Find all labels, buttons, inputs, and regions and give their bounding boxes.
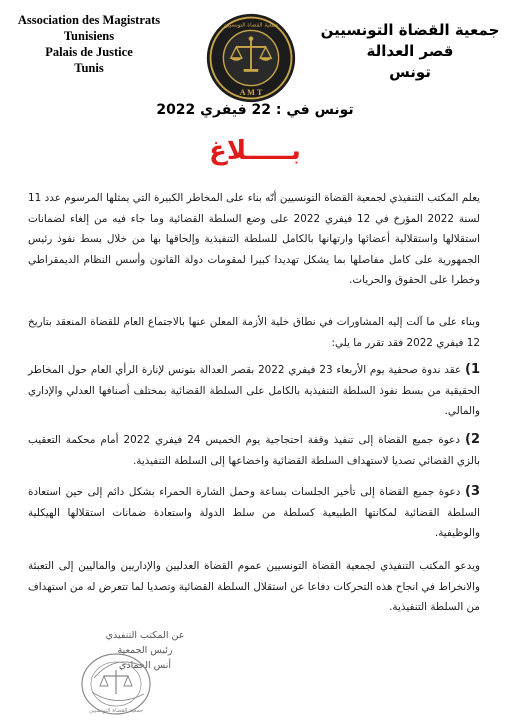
decision-item-1: [28, 360, 480, 422]
decision-text: عقد ندوة صحفية يوم الأربعاء 23 فيفري 2022 بقصر العدالة بتونس لإنارة الرأي العام حول المخاطر الحقيقية من بسط نفوذ السلطة التنفيذية بالكامل على السلطة القضائية بمختلف أصنافها العدلي والإداري والمالي.: [28, 364, 480, 417]
stamp-text: جمعية القضاة التونسيين: [88, 708, 144, 714]
intro-paragraph: يعلم المكتب التنفيذي لجمعية القضاة التونسيين أنّه بناء على المخاطر الكبيرة التي يمثلها المرسوم عدد 11 لسنة 2022 المؤرخ في 12 فيفري 2022 على وضع السلطة القضائية وما جاء فيه من إلغاء لضمانات استقلالها واستقلالية أعضائها وارتهانها بالكامل للسلطة التنفيذية وإلحاقها بها من خلال بسط نفوذ رئيس الجمهورية على كامل مفاصلها بما يشكل تهديدا كبيرا لمقومات دولة القانون وأسس النظام الديمقراطي وخطرا على الحقوق والحريات.: [28, 192, 480, 286]
decision-item-3: [28, 482, 480, 544]
signature-line: عن المكتب التنفيذي: [105, 630, 185, 641]
decision-text: دعوة جميع القضاة إلى تأخير الجلسات بساعة وحمل الشارة الحمراء بشكل دائم إلى حين استعادة السلطة القضائية لمكانتها الطبيعية كسلطة من سلط الدولة واستعادة ضمانات استقلالها الهيكلية والوظيفية.: [28, 486, 480, 539]
arabic-header: [320, 20, 500, 83]
document-date: تونس في : 22 فيفري 2022: [156, 102, 354, 118]
decision-item-2: [28, 430, 480, 471]
logo-initials: A M T: [239, 87, 263, 97]
decision-text: دعوة جميع القضاة إلى تنفيذ وقفة احتجاجية يوم الخميس 24 فيفري 2022 أمام محكمة التعقيب بالزي القضائي تصديا لاستهداف السلطة القضائية واخضاعها إلى السلطة التنفيذية.: [28, 434, 480, 467]
french-header: [4, 12, 174, 76]
decision-number: 2): [465, 432, 480, 447]
french-header-line: Palais de Justice: [45, 45, 133, 59]
logo-arabic-text: جمعية القضاة التونسيين: [223, 22, 279, 29]
french-header-line: Tunis: [74, 61, 104, 75]
arabic-header-line: تونس: [389, 63, 431, 81]
association-logo-icon: [205, 12, 297, 104]
closing-paragraph: ويدعو المكتب التنفيذي لجمعية القضاة التونسيين عموم القضاة العدليين والإداريين والماليين إلى التعبئة والانخراط في انجاح هذه التحركات دفاعا عن استقلال السلطة القضائية وتصديا لما تتعرض له من استهداف من السلطة التنفيذية.: [28, 560, 480, 613]
context-paragraph: وبناء على ما آلت إليه المشاورات في نطاق خلية الأزمة المعلن عنها بالاجتماع العام للقضاة المنعقد بتاريخ 12 فيفري 2022 فقد تقرر ما يلي:: [28, 316, 480, 349]
document-title: بـــــلاغ: [209, 136, 301, 166]
french-header-line: Association des Magistrats: [17, 13, 161, 27]
signature-line: أنس الحمادي: [118, 660, 172, 671]
decision-number: 3): [465, 484, 480, 499]
french-header-line: Tunisiens: [63, 29, 115, 43]
signature-line: رئيس الجمعية: [117, 645, 173, 656]
arabic-header-line: قصر العدالة: [366, 42, 454, 60]
stamp-icon: [66, 648, 166, 716]
arabic-header-line: جمعية القضاة التونسيين: [320, 21, 500, 39]
decision-number: 1): [465, 362, 480, 377]
